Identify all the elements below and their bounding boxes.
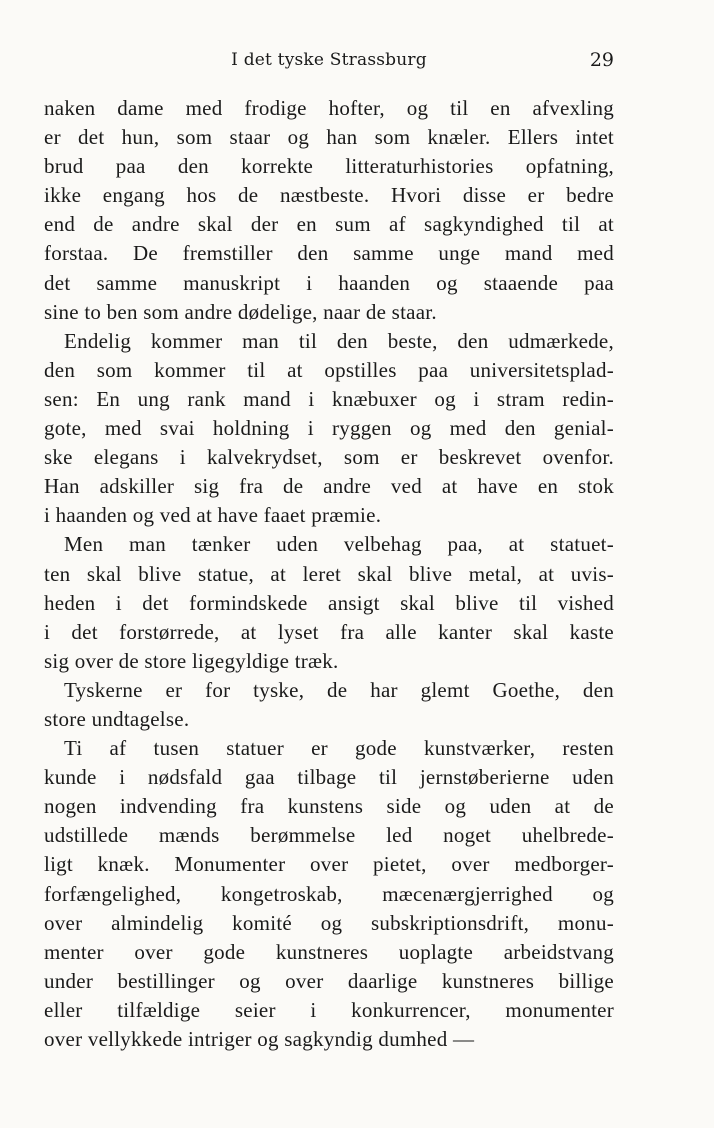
text-line: Tyskerne er for tyske, de har glemt Goethe, den	[64, 677, 614, 702]
text-line: Endelig kommer man til den beste, den udmærkede,	[64, 328, 614, 353]
paragraph-4	[44, 676, 614, 734]
text-line: ikke engang hos de næstbeste. Hvori disse er bedre	[44, 183, 614, 208]
text-line: sen: En ung rank mand i knæbuxer og i stram redin-	[44, 386, 614, 411]
page-number: 29	[589, 49, 614, 71]
text-line: Han adskiller sig fra de andre ved at have en stok	[44, 474, 614, 499]
text-line: under bestillinger og over daarlige kunstneres billige	[44, 968, 614, 993]
text-line: Ti af tusen statuer er gode kunstværker, resten	[64, 736, 614, 761]
paragraph-2	[44, 327, 614, 531]
text-line: over vellykkede intriger og sagkyndig dumhed —	[44, 1027, 475, 1051]
text-line: menter over gode kunstneres uoplagte arbeidstvang	[44, 939, 614, 964]
paragraph-5	[44, 734, 614, 1054]
text-line: heden i det formindskede ansigt skal blive til vished	[44, 590, 614, 615]
running-head	[44, 48, 614, 72]
text-line: over almindelig komité og subskriptionsdrift, monu-	[44, 910, 614, 935]
text-line: brud paa den korrekte litteraturhistories opfatning,	[44, 154, 614, 179]
text-line: eller tilfældige seier i konkurrencer, monumenter	[44, 997, 614, 1022]
paragraph-3	[44, 530, 614, 675]
text-line: i det forstørrede, at lyset fra alle kanter skal kaste	[44, 619, 614, 644]
text-line: end de andre skal der en sum af sagkyndighed til at	[44, 212, 614, 237]
text-line: kunde i nødsfald gaa tilbage til jernstøberierne uden	[44, 765, 614, 790]
text-line: gote, med svai holdning i ryggen og med den genial-	[44, 416, 614, 441]
text-line: ske elegans i kalvekrydset, som er beskrevet ovenfor.	[44, 445, 614, 470]
text-line: udstillede mænds berømmelse led noget uhelbrede-	[44, 823, 614, 848]
running-title: I det tyske Strassburg	[231, 50, 427, 70]
text-line: den som kommer til at opstilles paa universitetsplad-	[44, 357, 614, 382]
paragraph-1	[44, 94, 614, 327]
text-line: det samme manuskript i haanden og staaende paa	[44, 270, 614, 295]
text-line: Men man tænker uden velbehag paa, at statuet-	[64, 532, 614, 557]
text-line: sine to ben som andre dødelige, naar de staar.	[44, 299, 437, 324]
text-line: i haanden og ved at have faaet præmie.	[44, 503, 382, 528]
text-line: nogen indvending fra kunstens side og uden at de	[44, 794, 614, 819]
text-line: ligt knæk. Monumenter over pietet, over medborger-	[44, 852, 614, 877]
text-line: naken dame med frodige hofter, og til en afvexling	[44, 96, 614, 120]
text-line: forfængelighed, kongetroskab, mæcenærgjerrighed og	[44, 881, 614, 906]
text-line: ten skal blive statue, at leret skal blive metal, at uvis-	[44, 561, 614, 586]
text-line: er det hun, som staar og han som knæler. Ellers intet	[44, 125, 614, 150]
text-line: forstaa. De fremstiller den samme unge mand med	[44, 241, 614, 266]
text-line: sig over de store ligegyldige træk.	[44, 648, 339, 673]
body-text	[44, 94, 614, 1054]
text-line: store undtagelse.	[44, 706, 190, 731]
